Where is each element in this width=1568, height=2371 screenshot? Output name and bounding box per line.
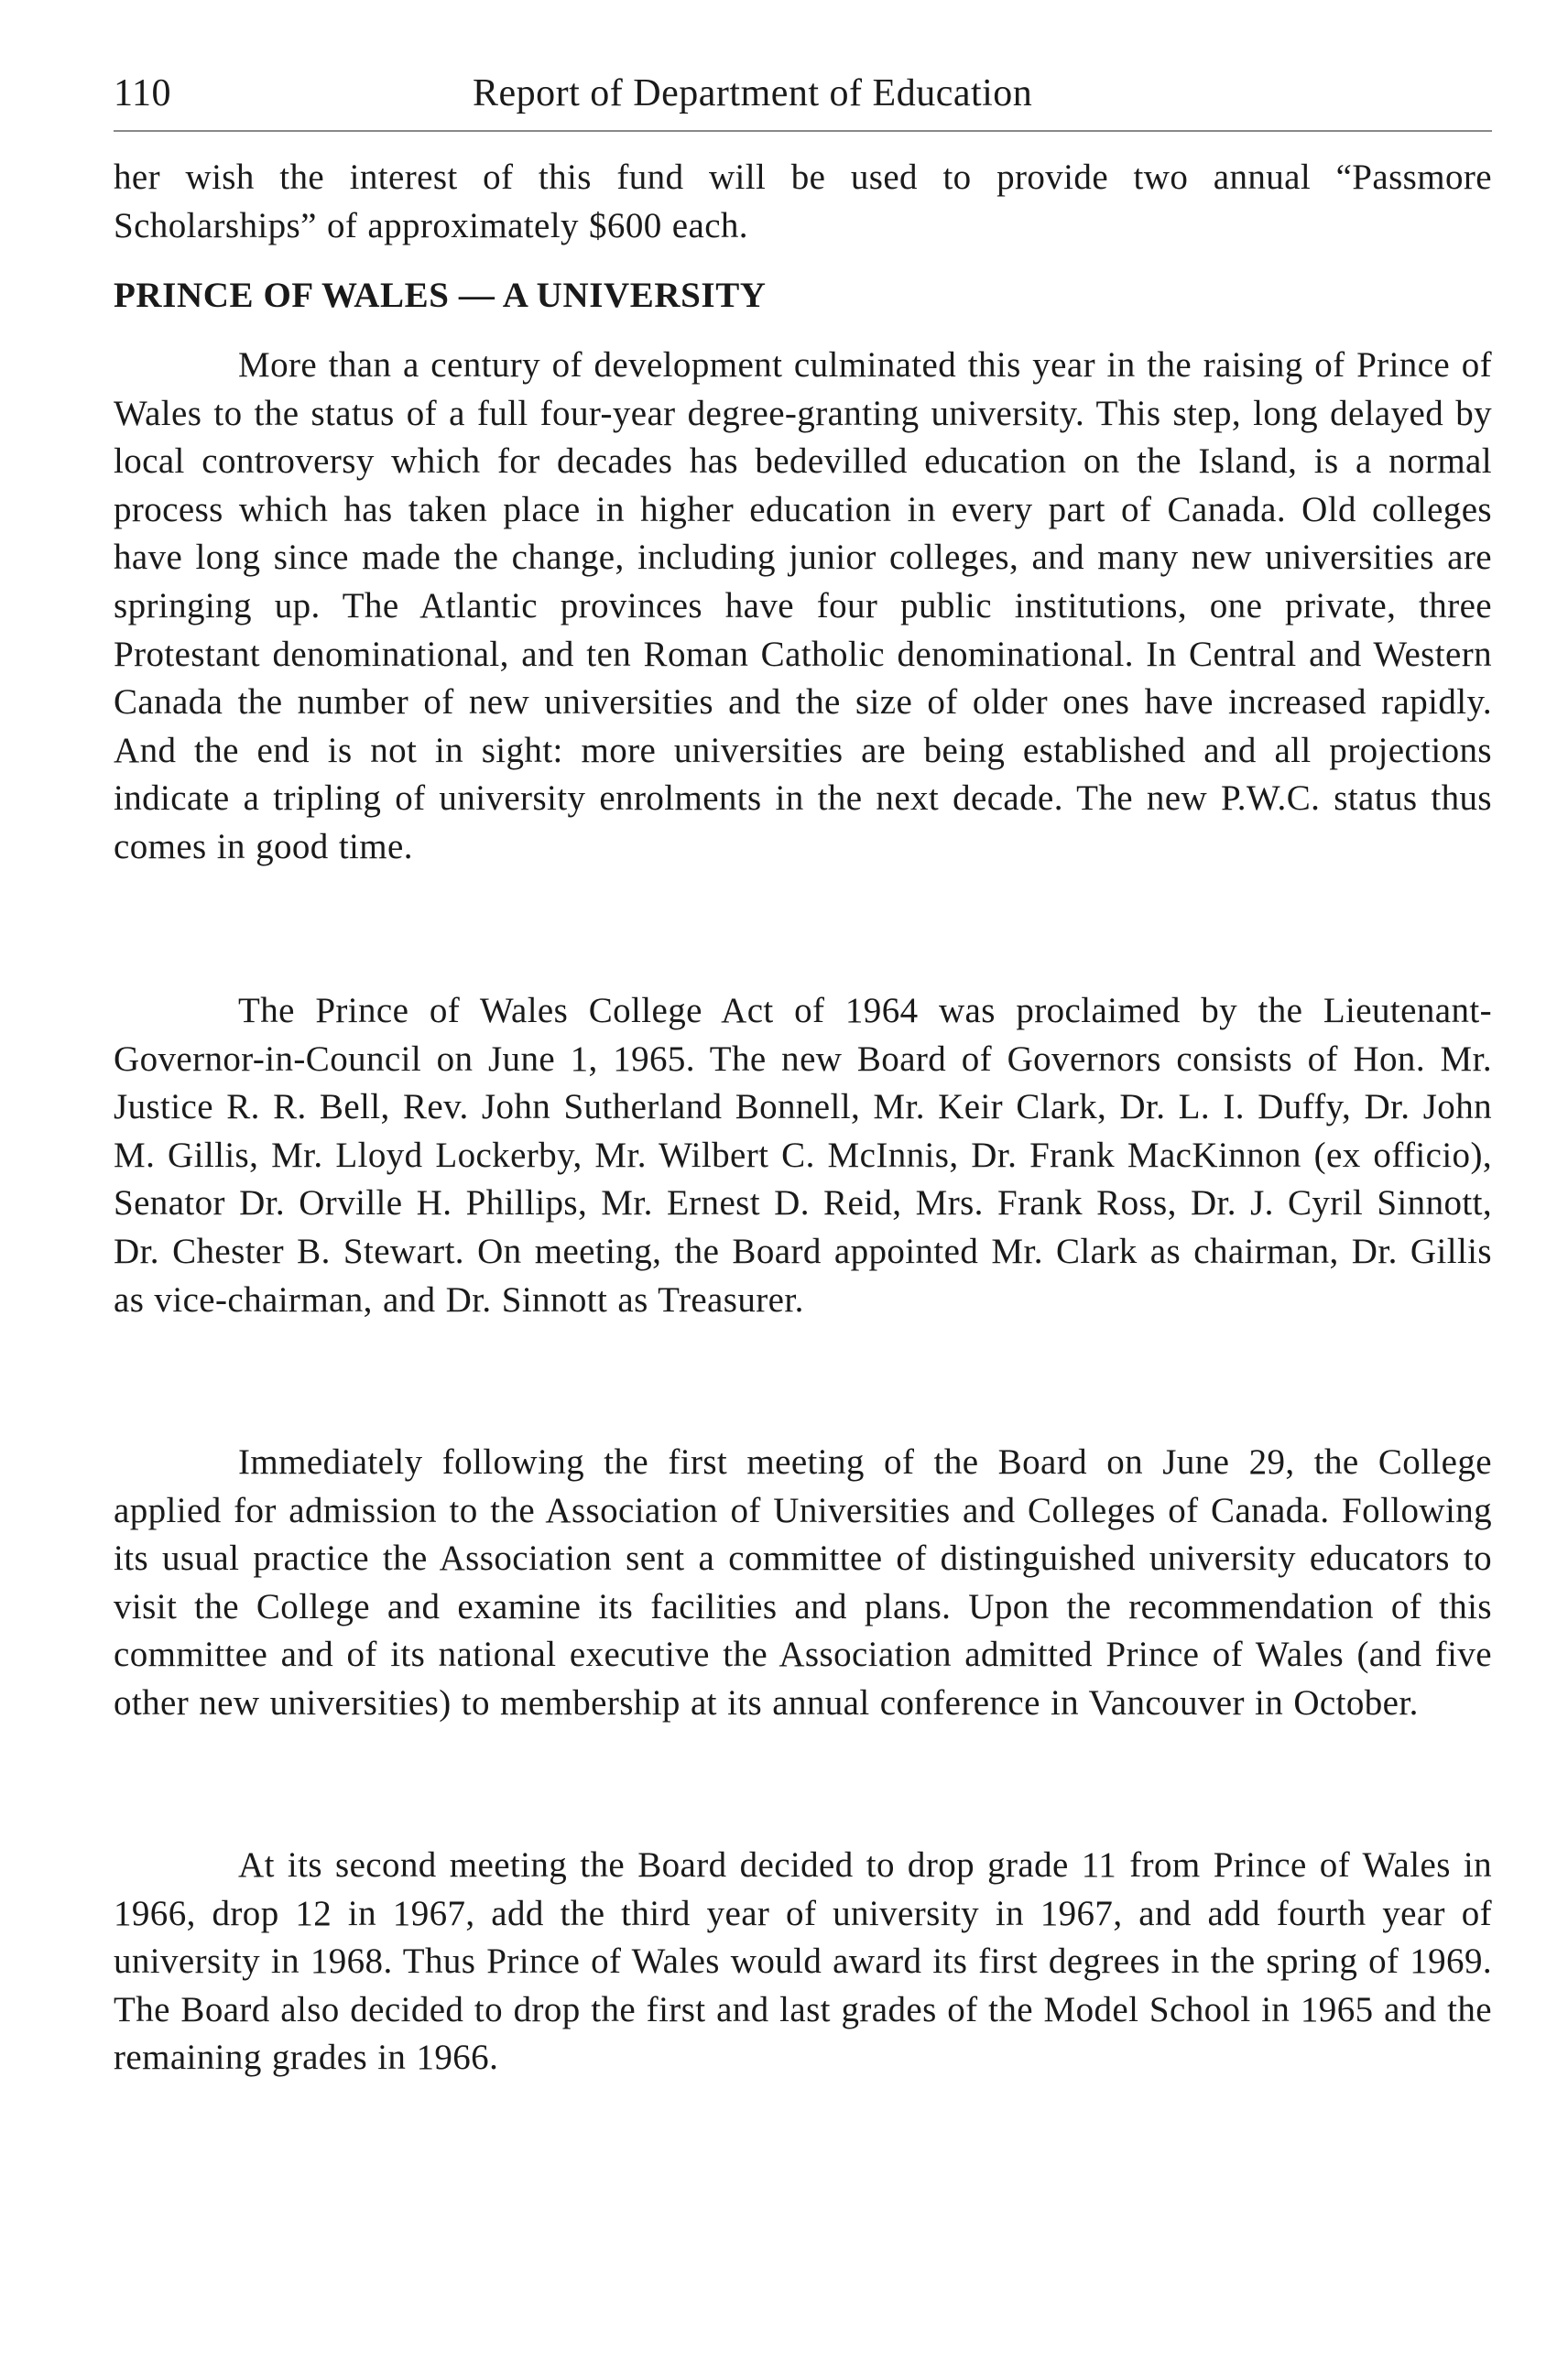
paragraph-development: More than a century of development culminated this year in the raising of Prince of Wales to the status of a full four-year degree-granting university. This step, long delayed by local controversy which for decades has bedevilled education on the Island, is a normal process which has taken place in higher education in every part of Canada. Old colleges have long since made the change, including junior colleges, and many new universities are springing up. The Atlantic provinces have four public institutions, one private, three Protestant denominational, and ten Roman Catholic denominational. In Central and Western Canada the number of new universities and the size of older ones have increased rapidly. And the end is not in sight: more universities are being established and all projections indicate a tripling of university enrolments in the next decade. The new P.W.C. status thus comes in good time. [114, 345, 1492, 866]
section-heading: PRINCE OF WALES — A UNIVERSITY [114, 276, 767, 315]
running-header [114, 66, 1492, 121]
paragraph-board-of-governors: The Prince of Wales College Act of 1964 was proclaimed by the Lieutenant-Governor-in-Council on June 1, 1965. The new Board of Governors consists of Hon. Mr. Justice R. R. Bell, Rev. John Sutherland Bonnell, Mr. Keir Clark, Dr. L. I. Duffy, Dr. John M. Gillis, Mr. Lloyd Lockerby, Mr. Wilbert C. McInnis, Dr. Frank MacKinnon (ex officio), Senator Dr. Orville H. Phillips, Mr. Ernest D. Reid, Mrs. Frank Ross, Dr. J. Cyril Sinnott, Dr. Chester B. Stewart. On meeting, the Board appointed Mr. Clark as chairman, Dr. Gillis as vice-chairman, and Dr. Sinnott as Treasurer. [114, 991, 1492, 1320]
page-number: 110 [114, 72, 171, 114]
paragraph-association-admission: Immediately following the first meeting of the Board on June 29, the College applied for admission to the Association of Universities and Colleges of Canada. Following its usual practice the Association sent a committee of distinguished university educators to visit the College and examine its facilities and plans. Upon the recommendation of this committee and of its national executive the Association admitted Prince of Wales (and five other new universities) to membership at its annual conference in Vancouver in October. [114, 1442, 1492, 1723]
running-title: Report of Department of Education [473, 72, 1033, 114]
header-rule [114, 130, 1492, 132]
continuation-paragraph: her wish the interest of this fund will be used to provide two annual “Passmore Scholarships” of approximately $600 each. [114, 158, 1492, 245]
paragraph-second-meeting: At its second meeting the Board decided to drop grade 11 from Prince of Wales in 1966, drop 12 in 1967, add the third year of university in 1967, and add fourth year of university in 1968. Thus Prince of Wales would award its first degrees in the spring of 1969. The Board also decided to drop the first and last grades of the Model School in 1965 and the remaining grades in 1966. [114, 1845, 1492, 2078]
